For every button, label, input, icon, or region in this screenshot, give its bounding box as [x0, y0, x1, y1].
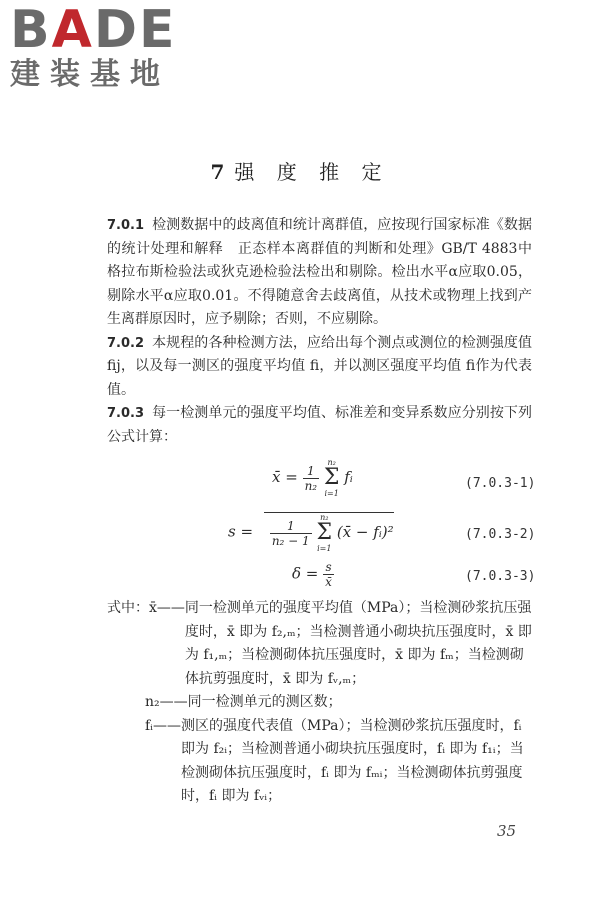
clause-number: 7.0.1 — [107, 218, 145, 233]
clause-text: 检测数据中的歧离值和统计离群值，应按现行国家标准《数据的统计处理和解释 正态样本离群值的判断和处理》GB/T 4883中格拉布斯检验法或狄克逊检验法检出和剔除。检出水平α应取0.05，剔除水平α应取0.01。不得随意舍去歧离值，从技术或物理上找到产生离群原因时，应予剔除；否则，不应剔除。 — [107, 217, 532, 327]
page-number: 35 — [497, 822, 517, 840]
logo-brand: BADE — [10, 0, 177, 60]
symbol-definitions — [107, 597, 537, 809]
sum-lower: i=1 — [317, 544, 332, 553]
denominator: x̄ — [325, 575, 332, 589]
definition-text: 同一检测单元的测区数； — [187, 694, 342, 710]
fraction — [323, 560, 334, 589]
numerator: 1 — [270, 519, 312, 534]
clause-text: 本规程的各种检测方法，应给出每个测点或测位的检测强度值 fij，以及每一测区的强度平均值 fi，并以测区强度平均值 fi作为代表值。 — [107, 334, 532, 398]
definition-representative — [107, 715, 537, 809]
clause-7-0-1 — [107, 214, 532, 332]
clause-number: 7.0.2 — [107, 335, 145, 351]
chapter-number: 7 — [210, 160, 225, 184]
logo-subtitle: 建装基地 — [10, 57, 170, 92]
formula-std-dev — [228, 512, 394, 553]
summation: n₂ Σ i=1 — [316, 513, 333, 553]
clause-7-0-3 — [107, 402, 532, 449]
definition-symbol: 式中：x̄—— — [107, 600, 185, 616]
sum-upper: n₂ — [320, 513, 329, 522]
equation-number: (7.0.3-1) — [465, 476, 536, 491]
formula-mean — [272, 458, 353, 498]
summation: n₂ Σ i=1 — [323, 458, 340, 498]
definition-text: 同一检测单元的强度平均值（MPa）；当检测砂浆抗压强度时，x̄ 即为 f₂,ₘ；当检测普通小砌块抗压强度时，x̄ 即为 f₁,ₘ；当检测砌体抗压强度时，x̄ 即为 fₘ；当检测砌体抗剪强度时，x̄ 即为 fᵥ,ₘ； — [184, 600, 532, 687]
fraction — [303, 464, 320, 493]
definition-symbol: fᵢ—— — [145, 717, 181, 734]
sum-upper: n₂ — [327, 458, 336, 467]
formula-lhs: δ = — [292, 564, 319, 583]
clause-number: 7.0.3 — [107, 406, 145, 421]
definition-count — [107, 691, 537, 715]
definition-mean — [107, 597, 537, 691]
fraction — [270, 519, 312, 548]
equation-number: (7.0.3-3) — [465, 569, 536, 584]
chapter-title — [0, 156, 600, 185]
clause-text: 每一检测单元的强度平均值、标准差和变异系数应分别按下列公式计算： — [107, 405, 532, 445]
clauses-block — [107, 214, 532, 449]
denominator: n₂ — [304, 478, 318, 493]
denominator: n₂ − 1 — [271, 533, 310, 548]
formula-lhs: x̄ = — [272, 468, 298, 486]
sum-lower: i=1 — [324, 489, 339, 498]
publisher-logo — [10, 0, 177, 92]
numerator: s — [323, 560, 334, 575]
formula-lhs: s = — [228, 522, 254, 541]
formula-body: fᵢ — [344, 468, 353, 486]
clause-7-0-2 — [107, 332, 532, 403]
definition-symbol: n₂—— — [145, 694, 188, 710]
definition-text: 测区的强度代表值（MPa）；当检测砂浆抗压强度时，fᵢ 即为 f₂ᵢ；当检测普通小砌块抗压强度时，fᵢ 即为 f₁ᵢ；当检测砌体抗压强度时，fᵢ 即为 fₘᵢ；当检测砌体抗剪强度时，fᵢ 即为 fᵥᵢ； — [181, 717, 524, 804]
formula-body: (x̄ − fᵢ)² — [336, 523, 394, 541]
chapter-heading: 强 度 推 定 — [234, 160, 390, 184]
formula-cv — [292, 560, 334, 589]
equation-number: (7.0.3-2) — [465, 527, 536, 542]
numerator: 1 — [303, 464, 320, 479]
